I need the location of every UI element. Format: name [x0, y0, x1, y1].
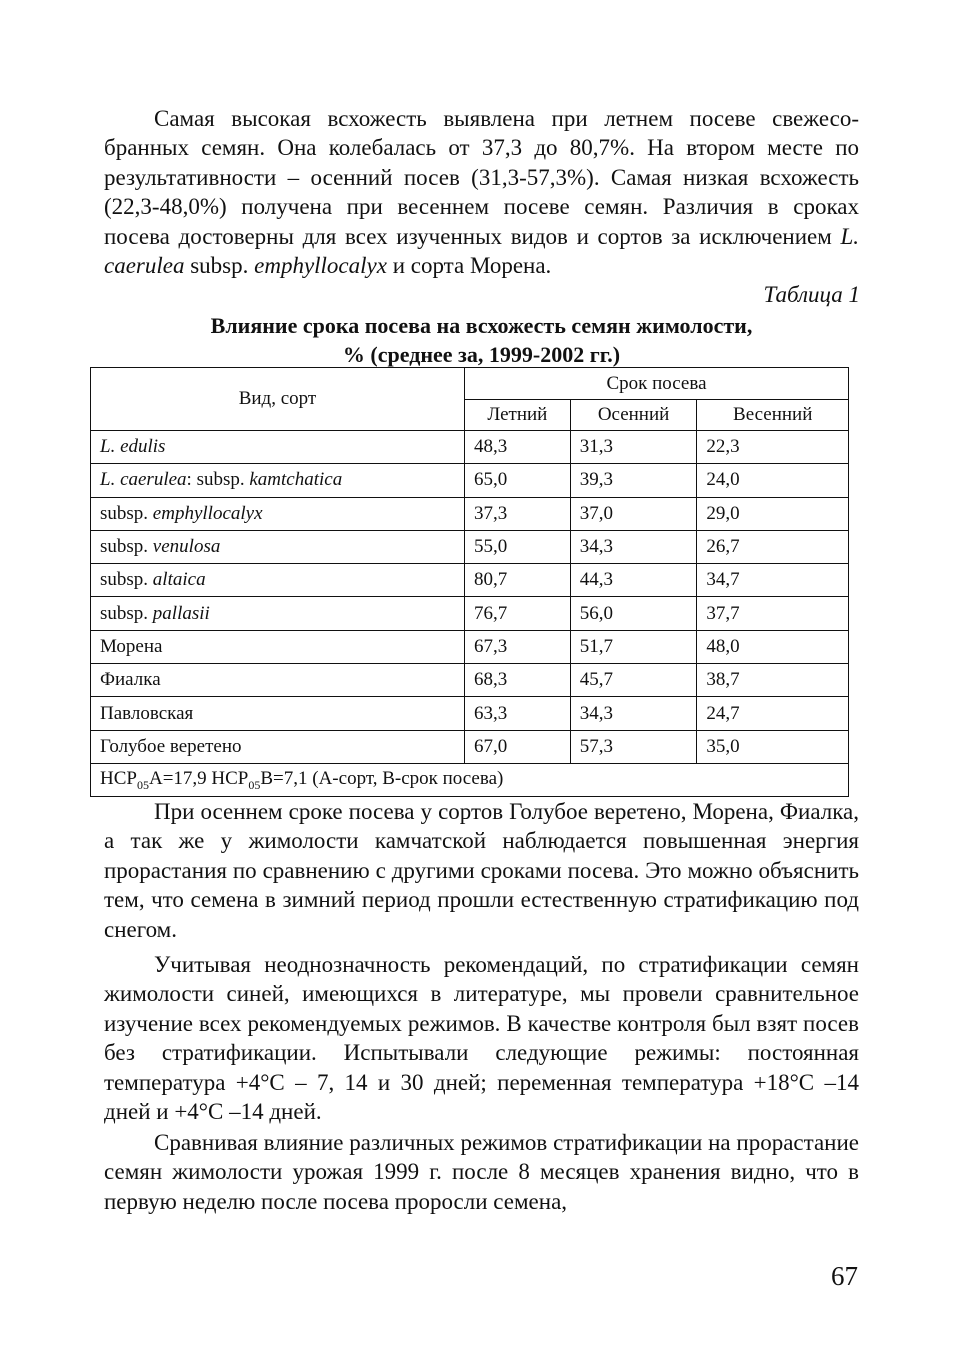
- cell-spring: 22,3: [697, 431, 849, 464]
- footnote-sub-b: 05: [248, 777, 261, 792]
- table-row: [91, 664, 849, 697]
- cell-spring: 35,0: [697, 730, 849, 763]
- row-name-subsp: subsp.: [100, 536, 153, 558]
- row-name: [91, 564, 465, 597]
- table-footnote: [91, 763, 849, 796]
- paragraph-1: [104, 104, 859, 280]
- header-species: Вид, сорт: [91, 368, 465, 431]
- row-name: Павловская: [91, 697, 465, 730]
- cell-autumn: 56,0: [570, 597, 697, 630]
- table-row: [91, 564, 849, 597]
- cell-summer: 67,3: [464, 630, 570, 663]
- row-name: [91, 497, 465, 530]
- cell-autumn: 45,7: [570, 664, 697, 697]
- cell-autumn: 37,0: [570, 497, 697, 530]
- cell-summer: 63,3: [464, 697, 570, 730]
- paragraph-1-text-b: и сорта Морена.: [386, 253, 552, 279]
- table-row: [91, 730, 849, 763]
- cell-spring: 24,7: [697, 697, 849, 730]
- row-name-italic: pallasii: [152, 602, 210, 624]
- cell-summer: 67,0: [464, 730, 570, 763]
- row-name: Фиалка: [91, 664, 465, 697]
- paragraph-1-text-a: Самая высокая всхожесть выявлена при летнем посеве свежесо-бранных семян. Она колебалась от 37,3 до 80,7%. На втором месте по результативности – осенний посев (31,3-57,3%). Самая низкая всхожесть (22,3-48,0%) получена при весеннем посеве семян. Различия в сроках посева достоверны для всех изученных видов и сортов за исключением: [104, 106, 859, 249]
- row-name-italic: altaica: [152, 569, 206, 591]
- cell-autumn: 57,3: [570, 730, 697, 763]
- cell-spring: 37,7: [697, 597, 849, 630]
- cell-summer: 48,3: [464, 431, 570, 464]
- row-name-subsp: subsp.: [100, 569, 153, 591]
- paragraph-4-text: Сравнивая влияние различных режимов стратификации на прорастание семян жимолости урожая 1999 г. после 8 месяцев хранения видно, что в первую неделю после посева проросли семена,: [104, 1130, 859, 1214]
- cell-summer: 68,3: [464, 664, 570, 697]
- subspecies-name: emphyllocalyx: [254, 253, 387, 279]
- cell-autumn: 39,3: [570, 464, 697, 497]
- cell-autumn: 34,3: [570, 697, 697, 730]
- cell-autumn: 34,3: [570, 530, 697, 563]
- table-row: [91, 497, 849, 530]
- row-name-italic: L. edulis: [100, 436, 166, 458]
- row-name: [91, 431, 465, 464]
- subsp-label: subsp.: [184, 253, 255, 279]
- footnote-part-b: В=7,1 (А-сорт, В-срок посева): [260, 767, 504, 789]
- table-row: [91, 431, 849, 464]
- row-name: Морена: [91, 630, 465, 663]
- cell-spring: 38,7: [697, 664, 849, 697]
- header-sowing-time: Срок посева: [464, 368, 848, 400]
- paragraph-3: [104, 950, 859, 1126]
- table-title-line-2: % (среднее за, 1999-2002 гг.): [342, 342, 621, 367]
- paragraph-2: [104, 797, 859, 944]
- row-name-italic: L. caerulea: [100, 469, 187, 491]
- row-name-subsp: : subsp.: [186, 469, 250, 491]
- table-row: [91, 697, 849, 730]
- row-name-italic: emphyllocalyx: [152, 502, 263, 524]
- footnote-part-a: А=17,9: [148, 767, 212, 789]
- row-name-italic: venulosa: [152, 536, 221, 558]
- cell-autumn: 31,3: [570, 431, 697, 464]
- paragraph-3-text: Учитывая неоднозначность рекомендаций, по стратификации семян жимолости синей, имеющихся в литературе, мы провели сравнительное изучение всех рекомендуемых режимов. В качестве контроля был взят посев без стратификации. Испытывали следующие режимы: постоянная температура +4°С – 7, 14 и 30 дней; переменная температура +18°С –14 дней и +4°С –14 дней.: [104, 952, 859, 1125]
- row-name: [91, 530, 465, 563]
- cell-summer: 55,0: [464, 530, 570, 563]
- header-spring: Весенний: [697, 400, 849, 431]
- footnote-nsr-b: НСР: [211, 767, 249, 789]
- row-name-subsp: subsp.: [100, 502, 153, 524]
- cell-summer: 37,3: [464, 497, 570, 530]
- cell-spring: 24,0: [697, 464, 849, 497]
- table-title: [104, 311, 859, 369]
- cell-spring: 34,7: [697, 564, 849, 597]
- paragraph-4: [104, 1128, 859, 1216]
- footnote-nsr-a: НСР: [100, 767, 137, 789]
- header-autumn: Осенний: [570, 400, 697, 431]
- row-name: [91, 597, 465, 630]
- row-name: Голубое веретено: [91, 730, 465, 763]
- table-row: [91, 597, 849, 630]
- table-label: Таблица 1: [763, 282, 860, 307]
- row-name-subsp: subsp.: [100, 602, 153, 624]
- data-table: [90, 367, 849, 797]
- paragraph-2-text: При осеннем сроке посева у сортов Голубое веретено, Морена, Фиалка, а так же у жимолости камчатской наблюдается повышенная энергия прорастания по сравнению с другими сроками посева. Это можно объяснить тем, что семена в зимний период прошли естественную стратификацию под снегом.: [104, 799, 859, 942]
- row-name: [91, 464, 465, 497]
- table-row: [91, 630, 849, 663]
- cell-summer: 65,0: [464, 464, 570, 497]
- table-row: [91, 464, 849, 497]
- species-name: L. caerulea: [104, 223, 859, 279]
- table-footnote-row: [91, 763, 849, 796]
- cell-autumn: 44,3: [570, 564, 697, 597]
- table-row: [91, 530, 849, 563]
- cell-autumn: 51,7: [570, 630, 697, 663]
- page-number: 67: [831, 1261, 858, 1291]
- cell-spring: 26,7: [697, 530, 849, 563]
- cell-spring: 29,0: [697, 497, 849, 530]
- table-title-line-1: Влияние срока посева на всхожесть семян жимолости,: [210, 313, 753, 338]
- cell-spring: 48,0: [697, 630, 849, 663]
- footnote-sub-a: 05: [136, 777, 149, 792]
- cell-summer: 76,7: [464, 597, 570, 630]
- row-name-italic-2: kamtchatica: [249, 469, 343, 491]
- header-summer: Летний: [464, 400, 570, 431]
- cell-summer: 80,7: [464, 564, 570, 597]
